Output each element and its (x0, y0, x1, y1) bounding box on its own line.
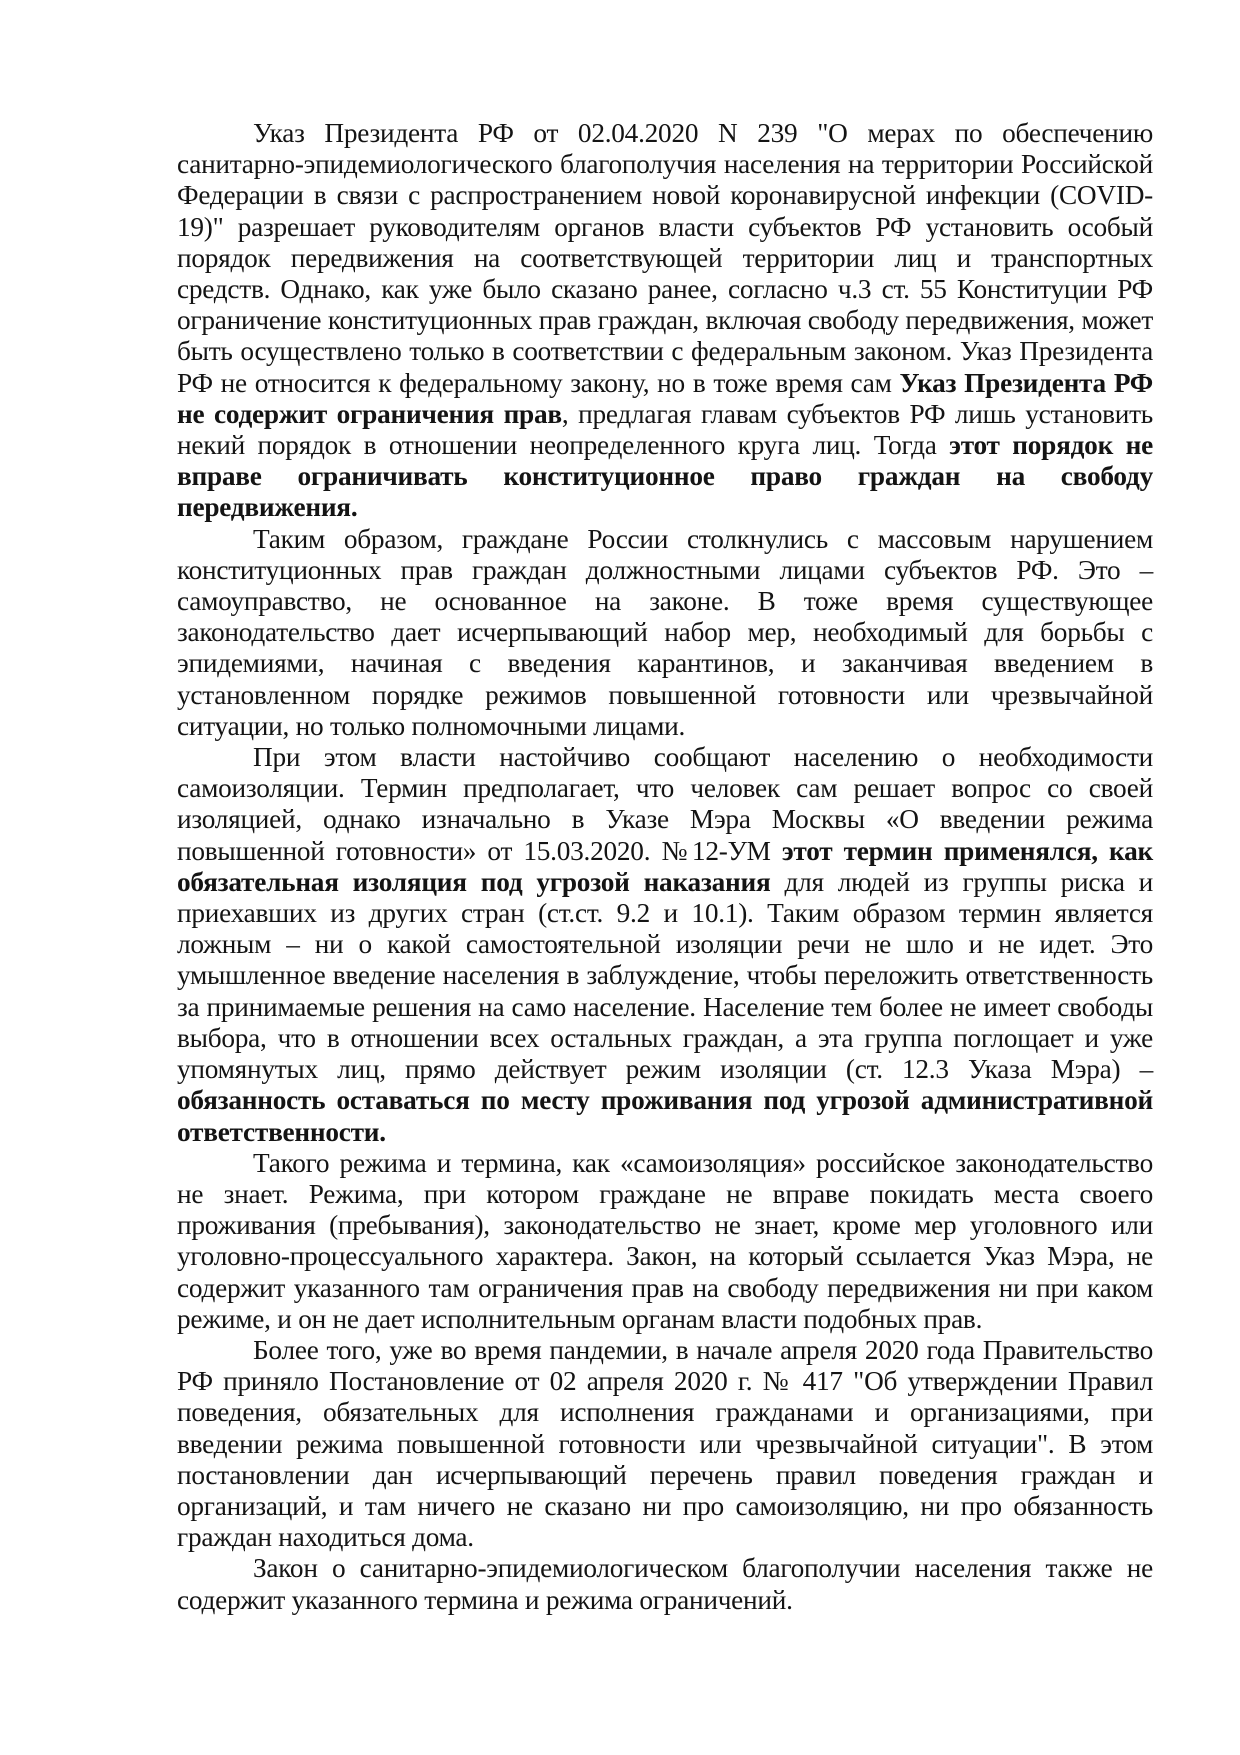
bold-text-segment: обязанность оставаться по месту проживания под угрозой административной ответственности. (177, 1085, 1153, 1147)
paragraph (177, 1335, 1153, 1553)
paragraph (177, 524, 1153, 742)
paragraph (177, 742, 1153, 1148)
bold-text-segment: этот термин применялся, как обязательная изоляция под угрозой наказания (177, 835, 1153, 897)
bold-text-segment: Указ Президента РФ не содержит ограничения прав (177, 367, 1153, 429)
text-segment: При этом власти настойчиво сообщают населению о необходимости самоизоляции. Термин предполагает, что человек сам решает вопрос со своей изоляцией, однако изначально в Указе Мэра Москвы «О введении режима повышенной готовности» от 15.03.2020. №12-УМ (177, 742, 1153, 866)
paragraph (177, 1148, 1153, 1335)
text-segment: , предлагая главам субъектов РФ лишь установить некий порядок в отношении неопределенного круга лиц. Тогда (177, 398, 1153, 461)
paragraph (177, 1553, 1153, 1615)
text-segment: Более того, уже во время пандемии, в начале апреля 2020 года Правительство РФ приняло Постановление от 02 апреля 2020 г. № 417 "Об утверждении Правил поведения, обязательных для исполнения гражданами и организациями, при введении режима повышенной готовности или чрезвычайной ситуации". В этом постановлении дан исчерпывающий перечень правил поведения граждан и организаций, и там ничего не сказано ни про самоизоляцию, ни про обязанность граждан находиться дома. (177, 1334, 1153, 1553)
text-segment: Таким образом, граждане России столкнулись с массовым нарушением конституционных прав граждан должностными лицами субъектов РФ. Это – самоуправство, не основанное на законе. В тоже время существующее законодательство дает исчерпывающий набор мер, необходимый для борьбы с эпидемиями, начиная с введения карантинов, и заканчивая введением в установленном порядке режимов повышенной готовности или чрезвычайной ситуации, но только полномочными лицами. (177, 523, 1153, 741)
bold-text-segment: этот порядок не вправе ограничивать конституционное право граждан на свободу передвижения. (177, 430, 1153, 523)
text-segment: Закон о санитарно-эпидемиологическом благополучии населения также не содержит указанного термина и режима ограничений. (177, 1553, 1153, 1615)
paragraph (177, 118, 1153, 524)
document-body (177, 118, 1153, 1616)
text-segment: Указ Президента РФ от 02.04.2020 N 239 "О мерах по обеспечению санитарно-эпидемиологического благополучия населения на территории Российской Федерации в связи с распространением новой коронавирусной инфекции (COVID-19)" разрешает руководителям органов власти субъектов РФ установить особый порядок передвижения на соответствующей территории лиц и транспортных средств. Однако, как уже было сказано ранее, согласно ч.3 ст. 55 Конституции РФ ограничение конституционных прав граждан, включая свободу передвижения, может быть осуществлено только в соответствии с федеральным законом. Указ Президента РФ не относится к федеральному закону, но в тоже время сам (177, 118, 1153, 398)
text-segment: Такого режима и термина, как «самоизоляция» российское законодательство не знает. Режима, при котором граждане не вправе покидать места своего проживания (пребывания), законодательство не знает, кроме мер уголовного или уголовно-процессуального характера. Закон, на который ссылается Указ Мэра, не содержит указанного там ограничения прав на свободу передвижения ни при каком режиме, и он не дает исполнительным органам власти подобных прав. (177, 1147, 1153, 1334)
text-segment: для людей из группы риска и приехавших из других стран (ст.ст. 9.2 и 10.1). Таким образом термин является ложным – ни о какой самостоятельной изоляции речи не шло и не идет. Это умышленное введение населения в заблуждение, чтобы переложить ответственность за принимаемые решения на само население. Население тем более не имеет свободы выбора, что в отношении всех остальных граждан, а эта группа поглощает и уже упомянутых лиц, прямо действует режим изоляции (ст. 12.3 Указа Мэра) – (177, 866, 1154, 1085)
